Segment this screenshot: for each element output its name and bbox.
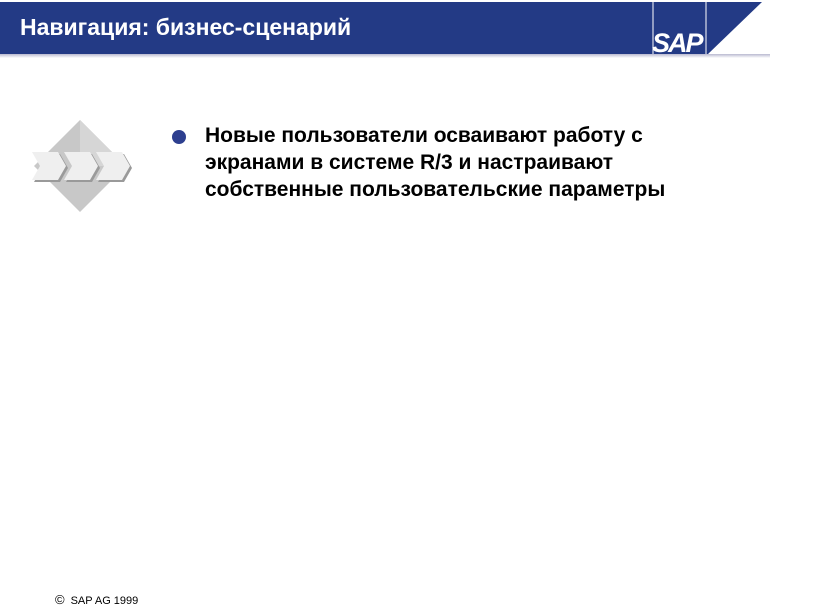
- sap-logo: SAP: [652, 28, 702, 58]
- footer: [55, 592, 138, 607]
- bullet-text: Новые пользователи осваивают работу с экранами в системе R/3 и настраивают собственные пользовательские параметры: [205, 124, 666, 201]
- business-scenario-arrows-icon: [28, 120, 136, 212]
- bullet-point-icon: [172, 130, 186, 144]
- copyright-symbol: ©: [55, 592, 65, 607]
- copyright-text: SAP AG 1999: [70, 595, 139, 607]
- title-bar: [0, 2, 770, 56]
- slide-title: Навигация: бизнес-сценарий: [20, 14, 352, 40]
